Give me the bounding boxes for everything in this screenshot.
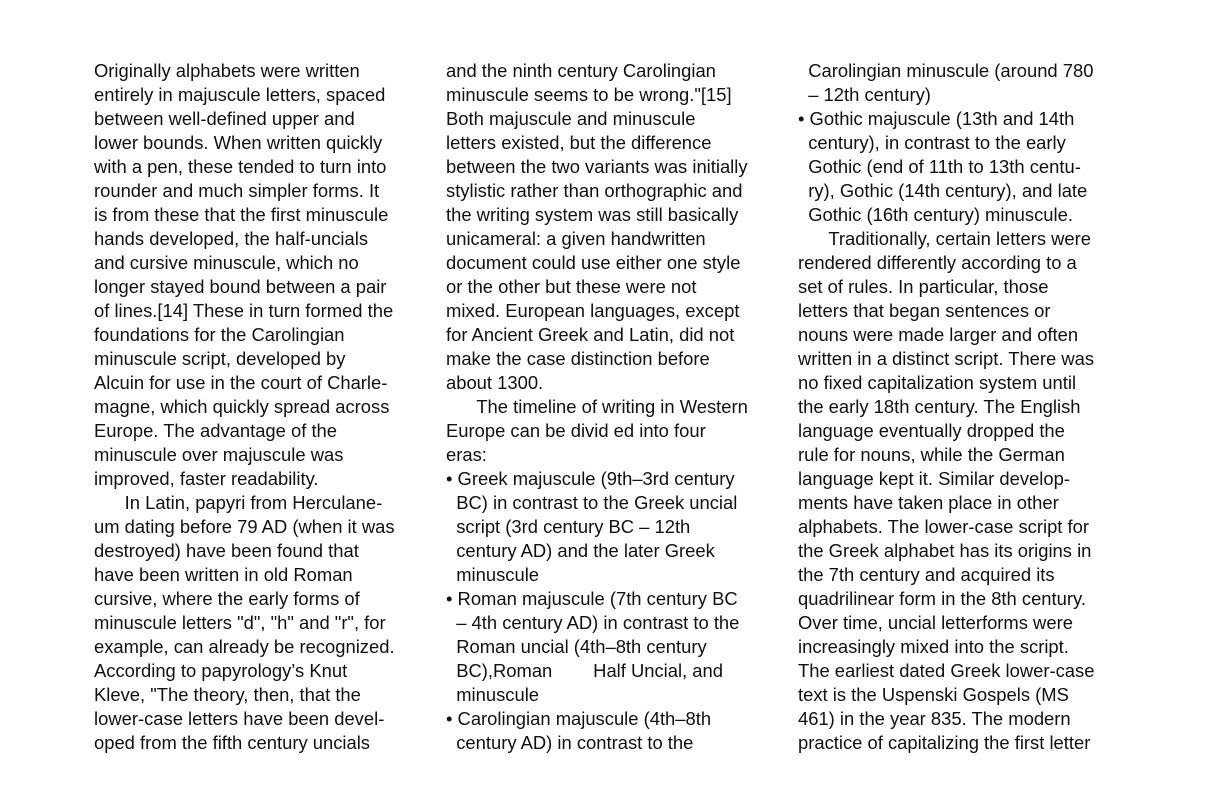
text-line: mixed. European languages, except [446, 300, 740, 321]
text-column-3 [798, 59, 1128, 755]
text-line: the 7th century and acquired its [798, 564, 1055, 585]
text-line: minuscule letters "d", "h" and "r", for [94, 612, 386, 633]
text-line: rounder and much simpler forms. It [94, 180, 380, 201]
text-line: um dating before 79 AD (when it was [94, 516, 395, 537]
text-line: – 4th century AD) in contrast to the [446, 612, 740, 633]
text-line: Originally alphabets were written [94, 60, 360, 81]
text-line: foundations for the Carolingian [94, 324, 345, 345]
text-line: with a pen, these tended to turn into [94, 156, 387, 177]
text-line: the writing system was still basically [446, 204, 739, 225]
text-line: In Latin, papyri from Herculane- [94, 492, 383, 513]
text-line: minuscule script, developed by [94, 348, 346, 369]
text-line: no fixed capitalization system until [798, 372, 1077, 393]
text-line: 461) in the year 835. The modern [798, 708, 1071, 729]
text-line: century AD) and the later Greek [446, 540, 715, 561]
text-line: Gothic (end of 11th to 13th centu- [798, 156, 1081, 177]
text-line: Europe can be divid ed into four [446, 420, 706, 441]
text-line: • Carolingian majuscule (4th–8th [446, 708, 712, 729]
text-line: lower-case letters have been devel- [94, 708, 385, 729]
text-line: quadrilinear form in the 8th century. [798, 588, 1086, 609]
text-line: nouns were made larger and often [798, 324, 1079, 345]
text-line: script (3rd century BC – 12th [446, 516, 691, 537]
text-line: make the case distinction before [446, 348, 710, 369]
text-line: ry), Gothic (14th century), and late [798, 180, 1088, 201]
text-line: BC),Roman Half Uncial, and [446, 660, 723, 681]
text-line: minuscule seems to be wrong."[15] [446, 84, 732, 105]
text-line: Traditionally, certain letters were [798, 228, 1092, 249]
text-line: the early 18th century. The English [798, 396, 1081, 417]
text-line: According to papyrology’s Knut [94, 660, 348, 681]
text-line: ments have taken place in other [798, 492, 1059, 513]
text-line: • Gothic majuscule (13th and 14th [798, 108, 1075, 129]
text-line: • Greek majuscule (9th–3rd century [446, 468, 735, 489]
text-line: lower bounds. When written quickly [94, 132, 383, 153]
text-line: between the two variants was initially [446, 156, 748, 177]
text-line: Kleve, "The theory, then, that the [94, 684, 361, 705]
text-line: have been written in old Roman [94, 564, 353, 585]
text-line: between well-defined upper and [94, 108, 355, 129]
text-line: Roman uncial (4th–8th century [446, 636, 707, 657]
text-line: language kept it. Similar develop- [798, 468, 1070, 489]
text-line: alphabets. The lower-case script for [798, 516, 1089, 537]
text-line: and the ninth century Carolingian [446, 60, 716, 81]
text-column-2 [446, 59, 776, 755]
text-line: minuscule over majuscule was [94, 444, 344, 465]
text-line: cursive, where the early forms of [94, 588, 360, 609]
text-line: for Ancient Greek and Latin, did not [446, 324, 735, 345]
text-line: set of rules. In particular, those [798, 276, 1049, 297]
text-line: rendered differently according to a [798, 252, 1077, 273]
text-line: is from these that the first minuscule [94, 204, 389, 225]
text-line: • Roman majuscule (7th century BC [446, 588, 738, 609]
text-line: language eventually dropped the [798, 420, 1065, 441]
text-line: The earliest dated Greek lower-case [798, 660, 1095, 681]
text-line: – 12th century) [798, 84, 931, 105]
text-line: rule for nouns, while the German [798, 444, 1065, 465]
text-line: Gothic (16th century) minuscule. [798, 204, 1073, 225]
text-line: letters that began sentences or [798, 300, 1051, 321]
text-line: Carolingian minuscule (around 780 [798, 60, 1094, 81]
text-line: example, can already be recognized. [94, 636, 395, 657]
text-line: eras: [446, 444, 487, 465]
text-line: The timeline of writing in Western [446, 396, 748, 417]
text-line: century AD) in contrast to the [446, 732, 694, 753]
text-line: BC) in contrast to the Greek uncial [446, 492, 738, 513]
text-line: oped from the fifth century uncials [94, 732, 371, 753]
text-line: century), in contrast to the early [798, 132, 1066, 153]
text-line: unicameral: a given handwritten [446, 228, 706, 249]
text-line: destroyed) have been found that [94, 540, 359, 561]
text-line: document could use either one style [446, 252, 741, 273]
text-line: stylistic rather than orthographic and [446, 180, 743, 201]
text-line: magne, which quickly spread across [94, 396, 390, 417]
text-line: written in a distinct script. There was [798, 348, 1095, 369]
text-line: longer stayed bound between a pair [94, 276, 387, 297]
text-line: or the other but these were not [446, 276, 697, 297]
text-line: and cursive minuscule, which no [94, 252, 359, 273]
text-line: the Greek alphabet has its origins in [798, 540, 1092, 561]
text-line: text is the Uspenski Gospels (MS [798, 684, 1069, 705]
text-line: improved, faster readability. [94, 468, 319, 489]
text-line: hands developed, the half-uncials [94, 228, 369, 249]
text-line: Europe. The advantage of the [94, 420, 338, 441]
text-line: Alcuin for use in the court of Charle- [94, 372, 388, 393]
text-line: minuscule [446, 684, 540, 705]
text-line: about 1300. [446, 372, 544, 393]
text-line: practice of capitalizing the first letter [798, 732, 1091, 753]
text-line: Both majuscule and minuscule [446, 108, 696, 129]
text-line: Over time, uncial letterforms were [798, 612, 1073, 633]
text-line: increasingly mixed into the script. [798, 636, 1069, 657]
text-line: entirely in majuscule letters, spaced [94, 84, 386, 105]
text-line: of lines.[14] These in turn formed the [94, 300, 394, 321]
text-line: minuscule [446, 564, 540, 585]
text-column-1 [94, 59, 424, 755]
text-line: letters existed, but the difference [446, 132, 712, 153]
